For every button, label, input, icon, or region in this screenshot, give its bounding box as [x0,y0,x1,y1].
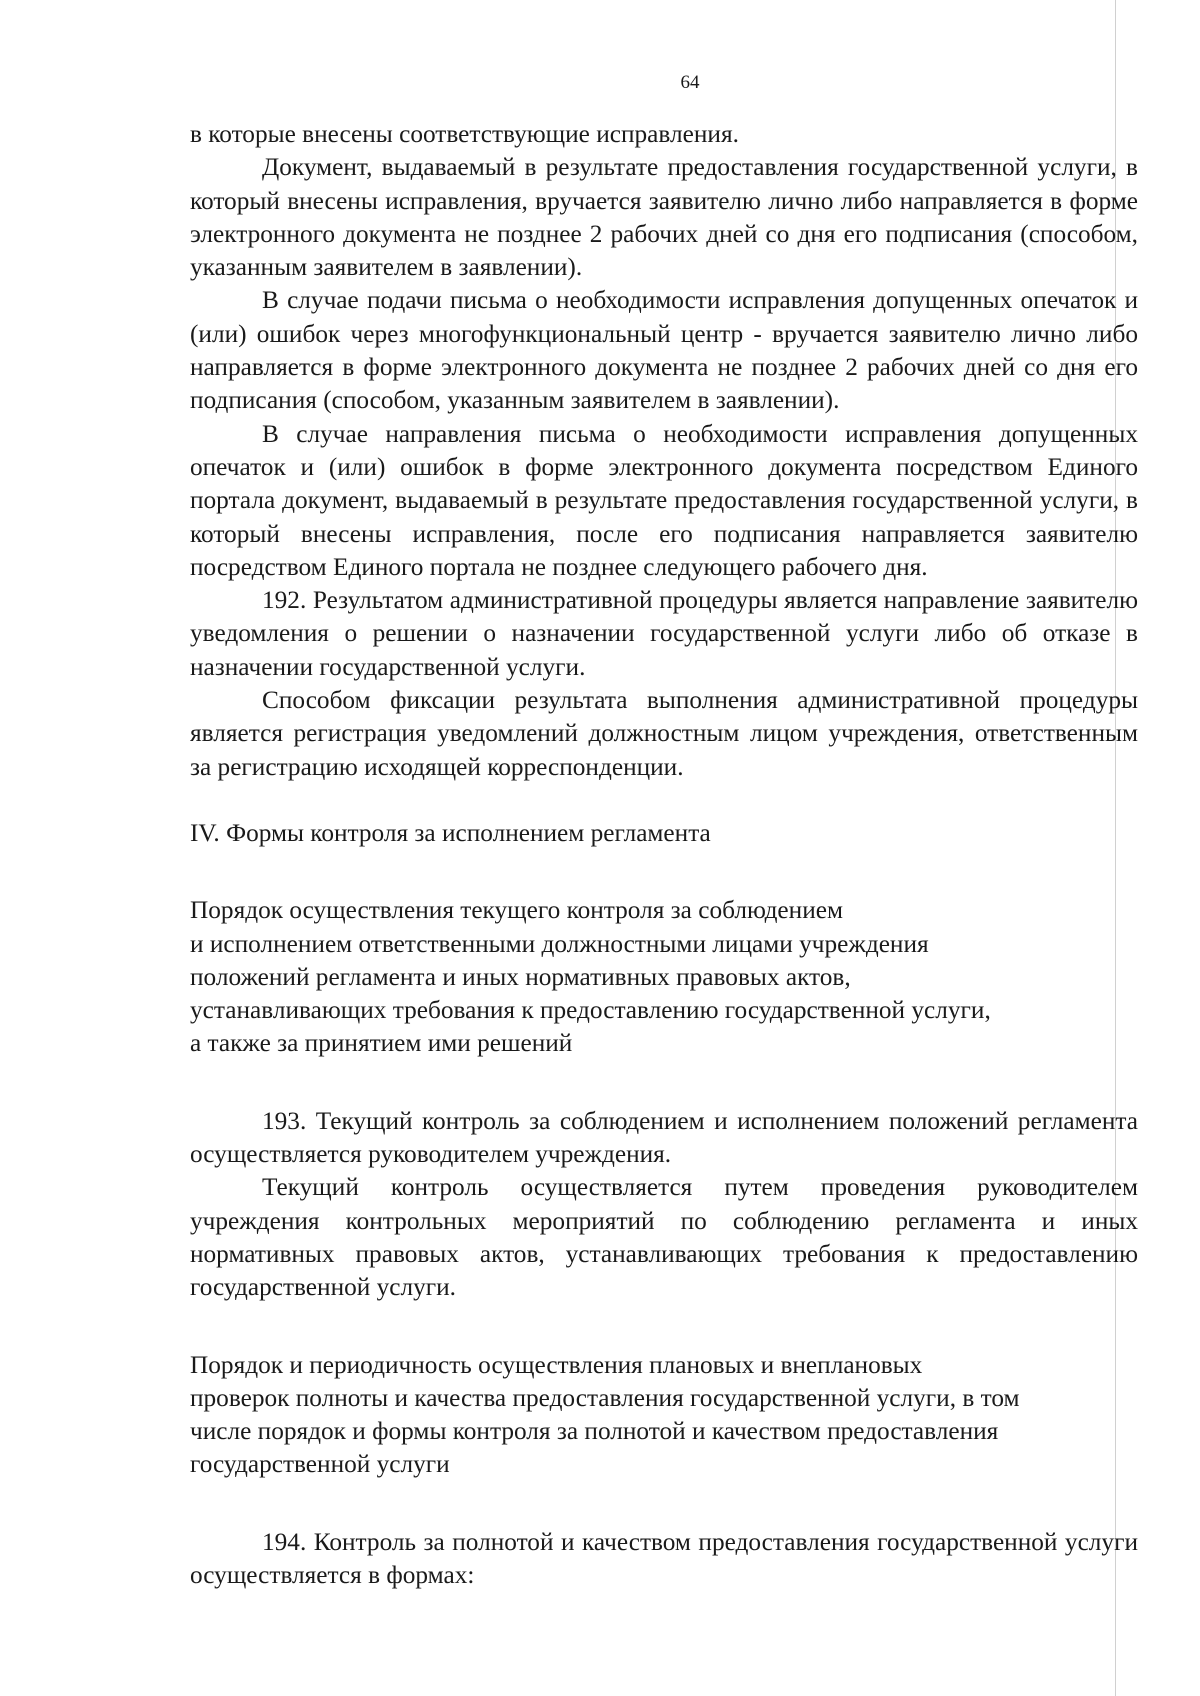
subheading [190,1349,1138,1482]
paragraph: 193. Текущий контроль за соблюдением и исполнением положений регламента осуществляется руководителем учреждения. [190,1106,1138,1169]
paragraph: в которые внесены соответствующие исправления. [190,120,739,148]
subheading-line: числе порядок и формы контроля за полнотой и качеством предоставления [190,1417,999,1446]
spacer [190,850,1138,894]
paragraph: Текущий контроль осуществляется путем проведения руководителем учреждения контрольных мероприятий по соблюдению регламента и иных нормативных правовых актов, устанавливающих требования к предоставлению государственной услуги. [190,1173,1138,1302]
paragraph: В случае подачи письма о необходимости исправления допущенных опечаток и (или) ошибок через многофункциональный центр - вручается заявителю лично либо направляется в форме электронного документа не позднее 2 рабочих дней со дня его подписания (способом, указанным заявителем в заявлении). [190,286,1138,415]
subheading-line: Порядок и периодичность осуществления плановых и внеплановых [190,1350,923,1379]
paragraph: 192. Результатом административной процедуры является направление заявителю уведомления о решении о назначении государственной услуги либо об отказе в назначении государственной услуги. [190,586,1138,681]
spacer [190,1305,1138,1349]
subheading-line: положений регламента и иных нормативных правовых актов, [190,962,851,991]
subheading-line: устанавливающих требования к предоставлению государственной услуги, [190,996,991,1025]
subheading-line: а также за принятием ими решений [190,1029,573,1058]
paragraph: Способом фиксации результата выполнения административной процедуры является регистрация уведомлений должностным лицом учреждения, ответственным за регистрацию исходящей корреспонденции. [190,686,1138,781]
section-title: IV. Формы контроля за исполнением регламента [190,818,711,847]
paragraph: 194. Контроль за полнотой и качеством предоставления государственной услуги осуществляется в формах: [190,1527,1138,1589]
page-number-text: 64 [680,72,700,93]
subheading [190,894,1138,1060]
spacer [190,1482,1138,1526]
subheading-line: Порядок осуществления текущего контроля за соблюдением [190,896,843,925]
spacer [190,1061,1138,1105]
paragraph: В случае направления письма о необходимости исправления допущенных опечаток и (или) ошибок в форме электронного документа посредством Единого портала документ, выдаваемый в результате предоставления государственной услуги, в который внесены исправления, после его подписания направляется заявителю посредством Единого портала не позднее следующего рабочего дня. [190,419,1138,581]
document-body [190,118,1138,1592]
subheading-line: и исполнением ответственными должностными лицами учреждения [190,929,929,958]
page-number [0,72,1200,94]
paragraph: Документ, выдаваемый в результате предоставления государственной услуги, в который внесены исправления, вручается заявителю лично либо направляется в форме электронного документа не позднее 2 рабочих дней со дня его подписания (способом, указанным заявителем в заявлении). [190,153,1138,282]
spacer [190,784,1138,817]
subheading-line: государственной услуги [190,1450,450,1479]
subheading-line: проверок полноты и качества предоставления государственной услуги, в том [190,1383,1020,1412]
